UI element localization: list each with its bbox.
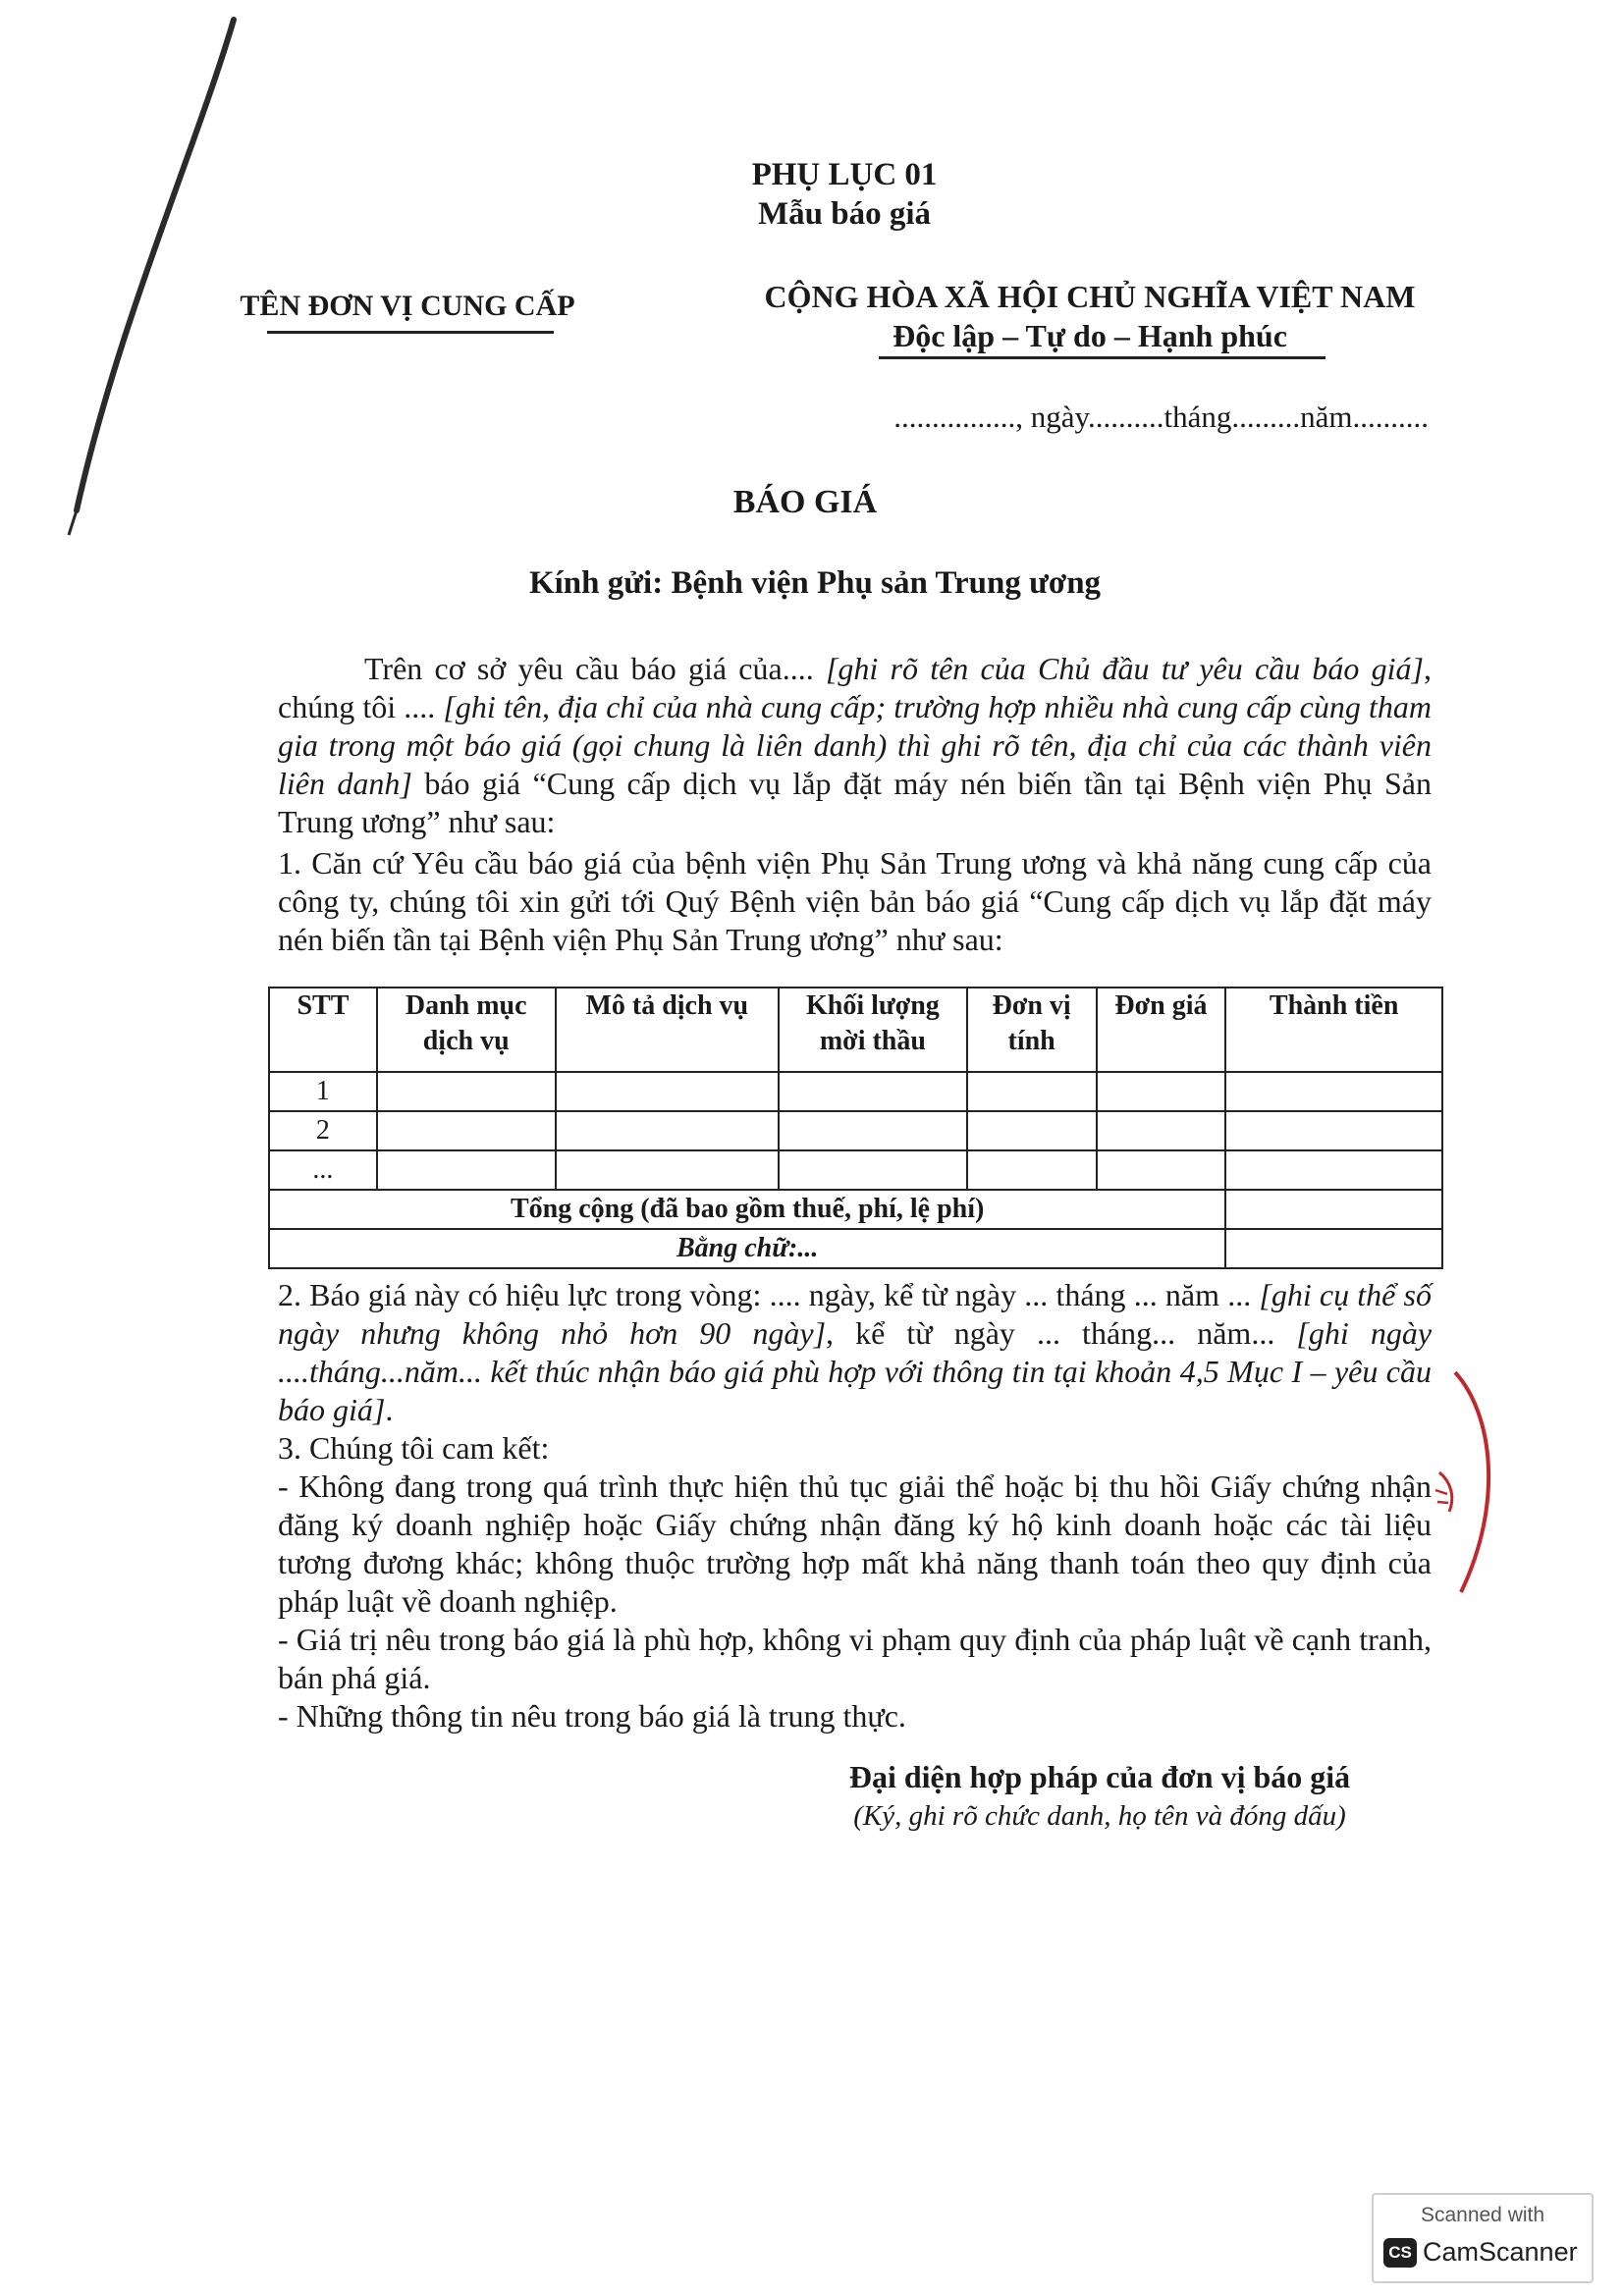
appendix-subtitle: Mẫu báo giá xyxy=(757,196,932,232)
table-cell xyxy=(1097,1072,1226,1111)
item-2-text-a: 2. Báo giá này có hiệu lực trong vòng: .... ngày, kể từ ngày ... tháng ... năm ... xyxy=(278,1277,1252,1312)
scanned-with-label: Scanned with xyxy=(1420,2204,1545,2226)
item-3-section xyxy=(278,1429,1432,1735)
table-header-row xyxy=(269,988,1442,1072)
red-seal-stamp xyxy=(1434,1364,1512,1610)
table-row xyxy=(269,1111,1442,1150)
quote-table xyxy=(268,987,1443,1269)
table-cell xyxy=(1225,1072,1442,1111)
signature-title: Đại diện hợp pháp của đơn vị báo giá xyxy=(848,1759,1351,1794)
supplier-underline xyxy=(267,331,554,334)
row-stt: 2 xyxy=(269,1111,377,1150)
scan-edge-stroke xyxy=(0,0,255,550)
recipient-line: Kính gửi: Bệnh viện Phụ sản Trung ương xyxy=(528,565,1102,601)
table-row xyxy=(269,1072,1442,1111)
item-3-heading: 3. Chúng tôi cam kết: xyxy=(278,1430,550,1466)
table-cell xyxy=(556,1072,780,1111)
col-header-unit-price: Đơn giá xyxy=(1097,988,1226,1072)
national-heading xyxy=(746,277,1434,355)
appendix-heading xyxy=(589,155,1100,234)
table-row xyxy=(269,1150,1442,1190)
amount-in-words-label: Bằng chữ:... xyxy=(269,1229,1225,1268)
date-line: ................, ngày..........tháng.........năm.......... xyxy=(893,400,1429,434)
nation-name: CỘNG HÒA XÃ HỘI CHỦ NGHĨA VIỆT NAM xyxy=(764,279,1416,314)
table-cell xyxy=(967,1150,1097,1190)
table-cell xyxy=(779,1150,967,1190)
item-2-text-c: . xyxy=(385,1392,394,1427)
supplier-name-placeholder: TÊN ĐƠN VỊ CUNG CẤP xyxy=(240,290,575,322)
table-cell xyxy=(377,1111,556,1150)
col-header-quantity: Khối lượng mời thầu xyxy=(779,988,967,1072)
intro-text-3: báo giá “Cung cấp dịch vụ lắp đặt máy nén biến tần tại Bệnh viện Phụ Sản Trung ương” như sau: xyxy=(278,766,1433,839)
table-cell xyxy=(556,1150,780,1190)
signature-block xyxy=(805,1757,1394,1836)
table-cell xyxy=(967,1072,1097,1111)
appendix-title: PHỤ LỤC 01 xyxy=(751,157,938,192)
table-cell xyxy=(1225,1150,1442,1190)
intro-note-2: [ghi tên, địa chỉ của nhà cung cấp; trường hợp nhiều nhà cung cấp cùng tham gia trong một báo giá (gọi chung là liên danh) thì ghi rõ tên, địa chỉ của các thành viên liên danh] xyxy=(278,689,1432,801)
intro-text-1: Trên cơ sở yêu cầu báo giá của.... xyxy=(364,651,814,686)
table-words-row xyxy=(269,1229,1442,1268)
col-header-unit: Đơn vị tính xyxy=(967,988,1097,1072)
table-cell xyxy=(377,1072,556,1111)
table-cell xyxy=(1097,1150,1226,1190)
commitment-item: - Không đang trong quá trình thực hiện thủ tục giải thể hoặc bị thu hồi Giấy chứng nhận đăng ký doanh nghiệp hoặc Giấy chứng nhận đăng ký hộ kinh doanh hoặc các tài liệu tương đương khác; không thuộc trường hợp mất khả năng thanh toán theo quy định của pháp luật về doanh nghiệp. xyxy=(278,1468,1432,1619)
table-cell xyxy=(1097,1111,1226,1150)
col-header-stt: STT xyxy=(269,988,377,1072)
table-cell xyxy=(779,1111,967,1150)
row-stt: 1 xyxy=(269,1072,377,1111)
table-cell xyxy=(779,1072,967,1111)
item-2-note-a: [ghi cụ thể số ngày nhưng không nhỏ hơn 90 ngày] xyxy=(278,1277,1433,1351)
commitment-item: - Những thông tin nêu trong báo giá là trung thực. xyxy=(278,1698,906,1734)
table-cell xyxy=(377,1150,556,1190)
col-header-amount: Thành tiền xyxy=(1225,988,1442,1072)
table-cell xyxy=(967,1111,1097,1150)
item-1-paragraph: 1. Căn cứ Yêu cầu báo giá của bệnh viện Phụ Sản Trung ương và khả năng cung cấp của công ty, chúng tôi xin gửi tới Quý Bệnh viện bản báo giá “Cung cấp dịch vụ lắp đặt máy nén biến tần tại Bệnh viện Phụ Sản Trung ương” như sau: xyxy=(278,845,1432,957)
item-2-text-b: , kể từ ngày ... tháng... năm... xyxy=(826,1315,1275,1351)
intro-paragraph xyxy=(278,650,1432,841)
total-label: Tổng cộng (đã bao gồm thuế, phí, lệ phí) xyxy=(269,1190,1225,1229)
signature-note: (Ký, ghi rõ chức danh, họ tên và đóng dấu) xyxy=(853,1800,1346,1832)
nation-motto: Độc lập – Tự do – Hạnh phúc xyxy=(893,318,1287,353)
item-2-paragraph xyxy=(278,1276,1432,1429)
table-cell xyxy=(556,1111,780,1150)
commitment-item: - Giá trị nêu trong báo giá là phù hợp, không vi phạm quy định của pháp luật về cạnh tranh, bán phá giá. xyxy=(278,1622,1432,1695)
table-total-row xyxy=(269,1190,1442,1229)
camscanner-logo-icon: CS xyxy=(1383,2238,1417,2268)
intro-note-1: [ghi rõ tên của Chủ đầu tư yêu cầu báo giá] xyxy=(813,651,1425,686)
camscanner-name: CamScanner xyxy=(1423,2237,1578,2267)
col-header-service-item: Danh mục dịch vụ xyxy=(377,988,556,1072)
document-title: BÁO GIÁ xyxy=(732,484,878,520)
col-header-service-description: Mô tả dịch vụ xyxy=(556,988,780,1072)
item-2-note-b: [ghi ngày ....tháng...năm... kết thúc nhận báo giá phù hợp với thông tin tại khoản 4,5 Mục I – yêu cầu báo giá] xyxy=(278,1315,1433,1427)
table-cell xyxy=(1225,1111,1442,1150)
row-stt: ... xyxy=(269,1150,377,1190)
intro-text-2: , chúng tôi .... xyxy=(278,651,1433,724)
total-amount-cell xyxy=(1225,1190,1442,1229)
amount-in-words-cell xyxy=(1225,1229,1442,1268)
camscanner-badge xyxy=(1372,2193,1594,2283)
motto-underline xyxy=(879,356,1325,359)
